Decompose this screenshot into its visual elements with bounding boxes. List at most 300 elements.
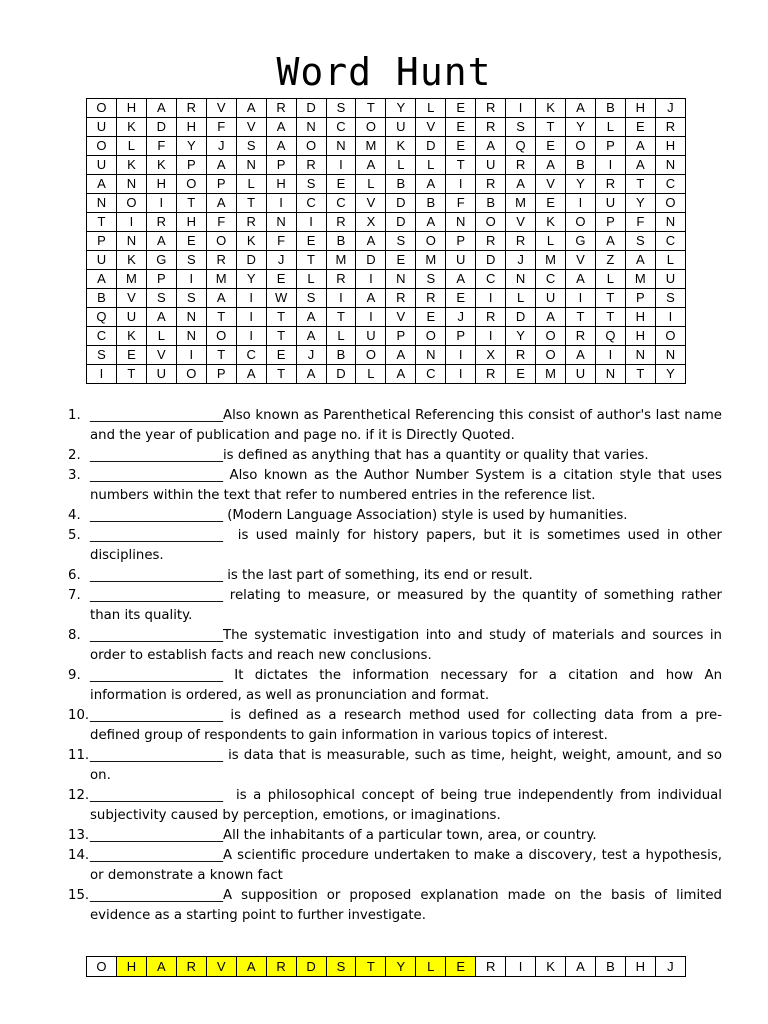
answer-cell: A — [146, 957, 176, 977]
grid-cell: N — [655, 346, 685, 365]
answer-blank[interactable]: ____________________ — [90, 828, 223, 843]
grid-cell: Y — [655, 365, 685, 384]
answer-cell: O — [87, 957, 117, 977]
grid-cell: T — [206, 346, 236, 365]
grid-cell: U — [87, 251, 117, 270]
grid-cell: O — [296, 137, 326, 156]
grid-cell: M — [625, 270, 655, 289]
grid-cell: O — [356, 118, 386, 137]
grid-cell: O — [566, 137, 596, 156]
grid-cell: L — [326, 327, 356, 346]
grid-cell: O — [655, 194, 685, 213]
grid-cell: O — [356, 346, 386, 365]
grid-cell: O — [116, 194, 146, 213]
grid-cell: D — [386, 194, 416, 213]
grid-cell: O — [87, 99, 117, 118]
question-text: Also known as the Author Number System is a citation style that uses numbers within the text that refer to numbered entries in the reference list. — [90, 468, 727, 503]
question-text: is used mainly for history papers, but it is sometimes used in other disciplines. — [90, 528, 727, 563]
grid-cell: R — [506, 156, 536, 175]
grid-cell: D — [326, 365, 356, 384]
grid-cell: V — [506, 213, 536, 232]
answer-blank[interactable]: ____________________ — [90, 408, 223, 423]
grid-cell: N — [595, 365, 625, 384]
grid-cell: R — [236, 213, 266, 232]
grid-row — [87, 213, 686, 232]
question-item — [68, 586, 727, 626]
grid-cell: I — [236, 327, 266, 346]
grid-cell: P — [206, 365, 236, 384]
grid-cell: C — [326, 194, 356, 213]
grid-cell: N — [87, 194, 117, 213]
answer-cell: I — [506, 957, 536, 977]
grid-cell: A — [625, 251, 655, 270]
grid-cell: O — [176, 365, 206, 384]
grid-cell: H — [625, 308, 655, 327]
grid-cell: T — [266, 308, 296, 327]
grid-cell: Y — [506, 327, 536, 346]
grid-cell: R — [176, 99, 206, 118]
grid-cell: E — [446, 99, 476, 118]
grid-cell: D — [356, 251, 386, 270]
question-item — [68, 506, 722, 526]
grid-cell: R — [506, 346, 536, 365]
answer-blank[interactable]: ____________________ — [90, 788, 223, 803]
grid-cell: R — [476, 308, 506, 327]
grid-cell: L — [655, 251, 685, 270]
grid-cell: F — [206, 118, 236, 137]
grid-cell: E — [296, 232, 326, 251]
grid-cell: O — [87, 137, 117, 156]
grid-row — [87, 365, 686, 384]
grid-cell: E — [326, 175, 356, 194]
grid-cell: H — [116, 99, 146, 118]
grid-cell: E — [536, 137, 566, 156]
answer-blank[interactable]: ____________________ — [90, 888, 223, 903]
grid-cell: U — [476, 156, 506, 175]
grid-cell: A — [625, 137, 655, 156]
grid-cell: T — [266, 365, 296, 384]
grid-cell: K — [116, 327, 146, 346]
answer-cell: A — [566, 957, 596, 977]
grid-cell: R — [476, 99, 506, 118]
grid-cell: B — [416, 194, 446, 213]
grid-cell: R — [595, 175, 625, 194]
grid-cell: R — [326, 213, 356, 232]
grid-cell: R — [506, 232, 536, 251]
grid-cell: E — [536, 194, 566, 213]
question-text: is the last part of something, its end or result. — [222, 568, 533, 583]
question-item — [68, 746, 727, 786]
answer-cell: R — [476, 957, 506, 977]
question-item — [68, 626, 727, 666]
grid-cell: C — [326, 118, 356, 137]
grid-cell: E — [266, 346, 296, 365]
grid-cell: S — [146, 289, 176, 308]
grid-cell: X — [356, 213, 386, 232]
grid-cell: E — [446, 289, 476, 308]
grid-cell: J — [655, 99, 685, 118]
grid-cell: U — [595, 194, 625, 213]
grid-cell: O — [176, 175, 206, 194]
grid-cell: L — [386, 156, 416, 175]
grid-cell: V — [536, 175, 566, 194]
question-number: 4. — [68, 508, 81, 523]
grid-cell: M — [326, 251, 356, 270]
grid-cell: B — [595, 99, 625, 118]
grid-cell: A — [236, 365, 266, 384]
grid-cell: T — [326, 308, 356, 327]
answer-blank[interactable]: ____________________ — [90, 468, 223, 483]
grid-cell: H — [625, 327, 655, 346]
grid-row — [87, 99, 686, 118]
question-text: All the inhabitants of a particular town, area, or country. — [222, 828, 597, 843]
grid-cell: V — [206, 99, 236, 118]
question-number: 5. — [68, 528, 81, 543]
grid-cell: M — [116, 270, 146, 289]
grid-cell: R — [386, 289, 416, 308]
answer-blank[interactable]: ____________________ — [90, 848, 223, 863]
grid-cell: K — [386, 137, 416, 156]
grid-cell: O — [536, 327, 566, 346]
grid-cell: J — [206, 137, 236, 156]
answer-cell: V — [206, 957, 236, 977]
grid-cell: N — [266, 213, 296, 232]
grid-cell: I — [476, 327, 506, 346]
grid-row — [87, 251, 686, 270]
question-number: 14. — [68, 848, 90, 863]
grid-cell: I — [146, 194, 176, 213]
grid-cell: U — [386, 118, 416, 137]
grid-cell: S — [386, 232, 416, 251]
grid-cell: I — [356, 308, 386, 327]
grid-cell: P — [176, 156, 206, 175]
grid-cell: I — [595, 346, 625, 365]
grid-cell: N — [236, 156, 266, 175]
grid-cell: A — [625, 156, 655, 175]
grid-cell: A — [87, 175, 117, 194]
grid-cell: L — [146, 327, 176, 346]
grid-cell: Y — [386, 99, 416, 118]
grid-cell: S — [87, 346, 117, 365]
grid-cell: M — [416, 251, 446, 270]
grid-cell: A — [595, 232, 625, 251]
grid-cell: O — [655, 327, 685, 346]
grid-cell: B — [476, 194, 506, 213]
grid-cell: K — [146, 156, 176, 175]
question-text: (Modern Language Association) style is used by humanities. — [222, 508, 628, 523]
grid-cell: U — [655, 270, 685, 289]
grid-cell: S — [506, 118, 536, 137]
question-text: Also known as Parenthetical Referencing this consist of author's last name and the year of publication and page no. if it is Directly Quoted. — [90, 408, 727, 443]
grid-cell: I — [476, 289, 506, 308]
grid-cell: F — [625, 213, 655, 232]
answer-blank[interactable]: ____________________ — [90, 508, 223, 523]
grid-cell: P — [446, 327, 476, 346]
grid-cell: N — [116, 232, 146, 251]
grid-cell: L — [416, 99, 446, 118]
grid-cell: F — [206, 213, 236, 232]
grid-cell: Q — [506, 137, 536, 156]
answer-blank[interactable]: ____________________ — [90, 528, 223, 543]
grid-cell: P — [625, 289, 655, 308]
question-text: A scientific procedure undertaken to make a discovery, test a hypothesis, or demonstrate a known fact — [90, 848, 727, 883]
grid-cell: T — [566, 308, 596, 327]
grid-cell: T — [116, 365, 146, 384]
question-item — [68, 786, 727, 826]
answer-blank[interactable]: ____________________ — [90, 748, 223, 763]
grid-cell: T — [446, 156, 476, 175]
grid-cell: P — [446, 232, 476, 251]
grid-cell: I — [236, 308, 266, 327]
grid-cell: V — [416, 118, 446, 137]
grid-cell: E — [386, 251, 416, 270]
grid-cell: N — [655, 156, 685, 175]
question-item — [68, 706, 722, 746]
grid-cell: M — [356, 137, 386, 156]
grid-cell: L — [356, 175, 386, 194]
grid-cell: N — [446, 213, 476, 232]
grid-cell: V — [566, 251, 596, 270]
answer-cell: R — [266, 957, 296, 977]
grid-cell: S — [416, 270, 446, 289]
question-number: 13. — [68, 828, 90, 843]
answer-cell: E — [446, 957, 476, 977]
grid-cell: O — [206, 232, 236, 251]
grid-cell: P — [595, 213, 625, 232]
grid-cell: D — [416, 137, 446, 156]
grid-cell: L — [416, 156, 446, 175]
question-text: A supposition or proposed explanation made on the basis of limited evidence as a starting point to further investigate. — [90, 888, 727, 923]
grid-cell: U — [116, 308, 146, 327]
grid-row — [87, 137, 686, 156]
grid-cell: E — [266, 270, 296, 289]
grid-cell: I — [176, 346, 206, 365]
grid-cell: Y — [236, 270, 266, 289]
grid-row — [87, 118, 686, 137]
grid-cell: N — [326, 137, 356, 156]
grid-cell: H — [266, 175, 296, 194]
grid-cell: A — [386, 346, 416, 365]
answer-cell: Y — [386, 957, 416, 977]
grid-cell: B — [326, 346, 356, 365]
grid-cell: Y — [566, 175, 596, 194]
grid-row — [87, 270, 686, 289]
grid-cell: B — [566, 156, 596, 175]
question-item — [68, 566, 722, 586]
answer-cell: B — [595, 957, 625, 977]
grid-cell: I — [236, 289, 266, 308]
grid-cell: R — [296, 156, 326, 175]
grid-cell: L — [116, 137, 146, 156]
answer-cell: D — [296, 957, 326, 977]
grid-cell: I — [655, 308, 685, 327]
grid-cell: C — [296, 194, 326, 213]
grid-cell: D — [386, 213, 416, 232]
grid-cell: I — [566, 289, 596, 308]
grid-cell: N — [386, 270, 416, 289]
grid-cell: C — [476, 270, 506, 289]
answer-blank[interactable]: ____________________ — [90, 708, 223, 723]
grid-cell: Q — [87, 308, 117, 327]
grid-cell: J — [506, 251, 536, 270]
grid-cell: I — [446, 175, 476, 194]
grid-cell: C — [87, 327, 117, 346]
answer-cell: S — [326, 957, 356, 977]
grid-cell: T — [595, 289, 625, 308]
grid-row — [87, 194, 686, 213]
grid-cell: V — [236, 118, 266, 137]
grid-cell: E — [416, 308, 446, 327]
grid-cell: Y — [625, 194, 655, 213]
grid-cell: F — [146, 137, 176, 156]
grid-cell: C — [236, 346, 266, 365]
grid-cell: P — [206, 175, 236, 194]
question-text: It dictates the information necessary for a citation and how An information is ordered, as well as pronunciation and format. — [90, 668, 727, 703]
grid-cell: I — [296, 213, 326, 232]
answer-cell: K — [536, 957, 566, 977]
grid-cell: A — [506, 175, 536, 194]
question-item — [68, 406, 727, 446]
grid-cell: T — [266, 327, 296, 346]
grid-cell: R — [476, 365, 506, 384]
grid-row — [87, 232, 686, 251]
grid-cell: U — [87, 118, 117, 137]
question-item — [68, 466, 727, 506]
grid-cell: E — [625, 118, 655, 137]
grid-cell: L — [595, 270, 625, 289]
question-number: 1. — [68, 408, 81, 423]
grid-cell: K — [536, 99, 566, 118]
grid-cell: Z — [595, 251, 625, 270]
grid-cell: Y — [176, 137, 206, 156]
grid-cell: I — [176, 270, 206, 289]
grid-row — [87, 327, 686, 346]
grid-cell: V — [356, 194, 386, 213]
grid-cell: N — [506, 270, 536, 289]
grid-cell: A — [87, 270, 117, 289]
grid-cell: I — [566, 194, 596, 213]
question-item — [68, 666, 727, 706]
grid-cell: R — [476, 118, 506, 137]
grid-cell: T — [87, 213, 117, 232]
grid-cell: A — [266, 118, 296, 137]
grid-cell: I — [116, 213, 146, 232]
grid-cell: A — [296, 327, 326, 346]
grid-cell: I — [356, 270, 386, 289]
grid-cell: D — [506, 308, 536, 327]
grid-cell: I — [595, 156, 625, 175]
grid-cell: A — [446, 270, 476, 289]
grid-cell: U — [446, 251, 476, 270]
grid-cell: K — [116, 251, 146, 270]
grid-cell: X — [476, 346, 506, 365]
answer-cell: R — [176, 957, 206, 977]
grid-cell: O — [416, 232, 446, 251]
question-number: 8. — [68, 628, 81, 643]
grid-cell: A — [386, 365, 416, 384]
answer-blank[interactable]: ____________________ — [90, 668, 223, 683]
grid-cell: B — [87, 289, 117, 308]
grid-cell: T — [206, 308, 236, 327]
grid-cell: I — [266, 194, 296, 213]
grid-cell: S — [655, 289, 685, 308]
grid-cell: V — [386, 308, 416, 327]
grid-cell: S — [176, 289, 206, 308]
grid-cell: H — [146, 175, 176, 194]
grid-cell: U — [87, 156, 117, 175]
grid-cell: L — [536, 232, 566, 251]
grid-cell: A — [566, 99, 596, 118]
grid-cell: H — [176, 213, 206, 232]
grid-cell: I — [506, 99, 536, 118]
grid-cell: A — [266, 137, 296, 156]
grid-cell: P — [266, 156, 296, 175]
grid-cell: D — [146, 118, 176, 137]
grid-row — [87, 175, 686, 194]
question-text: is data that is measurable, such as time, height, weight, amount, and so on. — [90, 748, 727, 783]
grid-cell: D — [296, 99, 326, 118]
grid-cell: S — [176, 251, 206, 270]
question-item — [68, 826, 722, 846]
grid-cell: M — [206, 270, 236, 289]
question-item — [68, 526, 727, 566]
question-list — [68, 406, 727, 926]
grid-cell: A — [146, 232, 176, 251]
grid-row — [87, 289, 686, 308]
grid-cell: A — [566, 346, 596, 365]
grid-cell: N — [296, 118, 326, 137]
grid-cell: C — [416, 365, 446, 384]
question-number: 11. — [68, 748, 90, 763]
grid-cell: T — [595, 308, 625, 327]
question-item — [68, 846, 727, 886]
grid-cell: J — [446, 308, 476, 327]
grid-cell: F — [446, 194, 476, 213]
grid-cell: H — [625, 99, 655, 118]
grid-cell: A — [416, 213, 446, 232]
grid-cell: K — [236, 232, 266, 251]
grid-cell: A — [356, 289, 386, 308]
grid-cell: C — [536, 270, 566, 289]
grid-cell: L — [296, 270, 326, 289]
grid-cell: L — [236, 175, 266, 194]
answer-cell: H — [116, 957, 146, 977]
answer-blank[interactable]: ____________________ — [90, 568, 223, 583]
answer-blank[interactable]: ____________________ — [90, 588, 223, 603]
grid-cell: E — [506, 365, 536, 384]
grid-cell: P — [386, 327, 416, 346]
page-title: Word Hunt — [276, 50, 492, 94]
grid-cell: U — [146, 365, 176, 384]
grid-cell: I — [446, 346, 476, 365]
grid-row — [87, 308, 686, 327]
grid-cell: O — [476, 213, 506, 232]
grid-cell: S — [296, 175, 326, 194]
answer-blank[interactable]: ____________________ — [90, 628, 223, 643]
grid-cell: A — [206, 289, 236, 308]
grid-cell: N — [416, 346, 446, 365]
grid-cell: S — [625, 232, 655, 251]
answer-cell: J — [655, 957, 685, 977]
grid-cell: L — [356, 365, 386, 384]
grid-cell: M — [536, 365, 566, 384]
answer-blank[interactable]: ____________________ — [90, 448, 223, 463]
question-text: relating to measure, or measured by the quantity of something rather than its quality. — [90, 588, 727, 623]
word-search-grid — [86, 98, 686, 384]
grid-cell: R — [416, 289, 446, 308]
grid-cell: L — [595, 118, 625, 137]
grid-cell: N — [655, 213, 685, 232]
